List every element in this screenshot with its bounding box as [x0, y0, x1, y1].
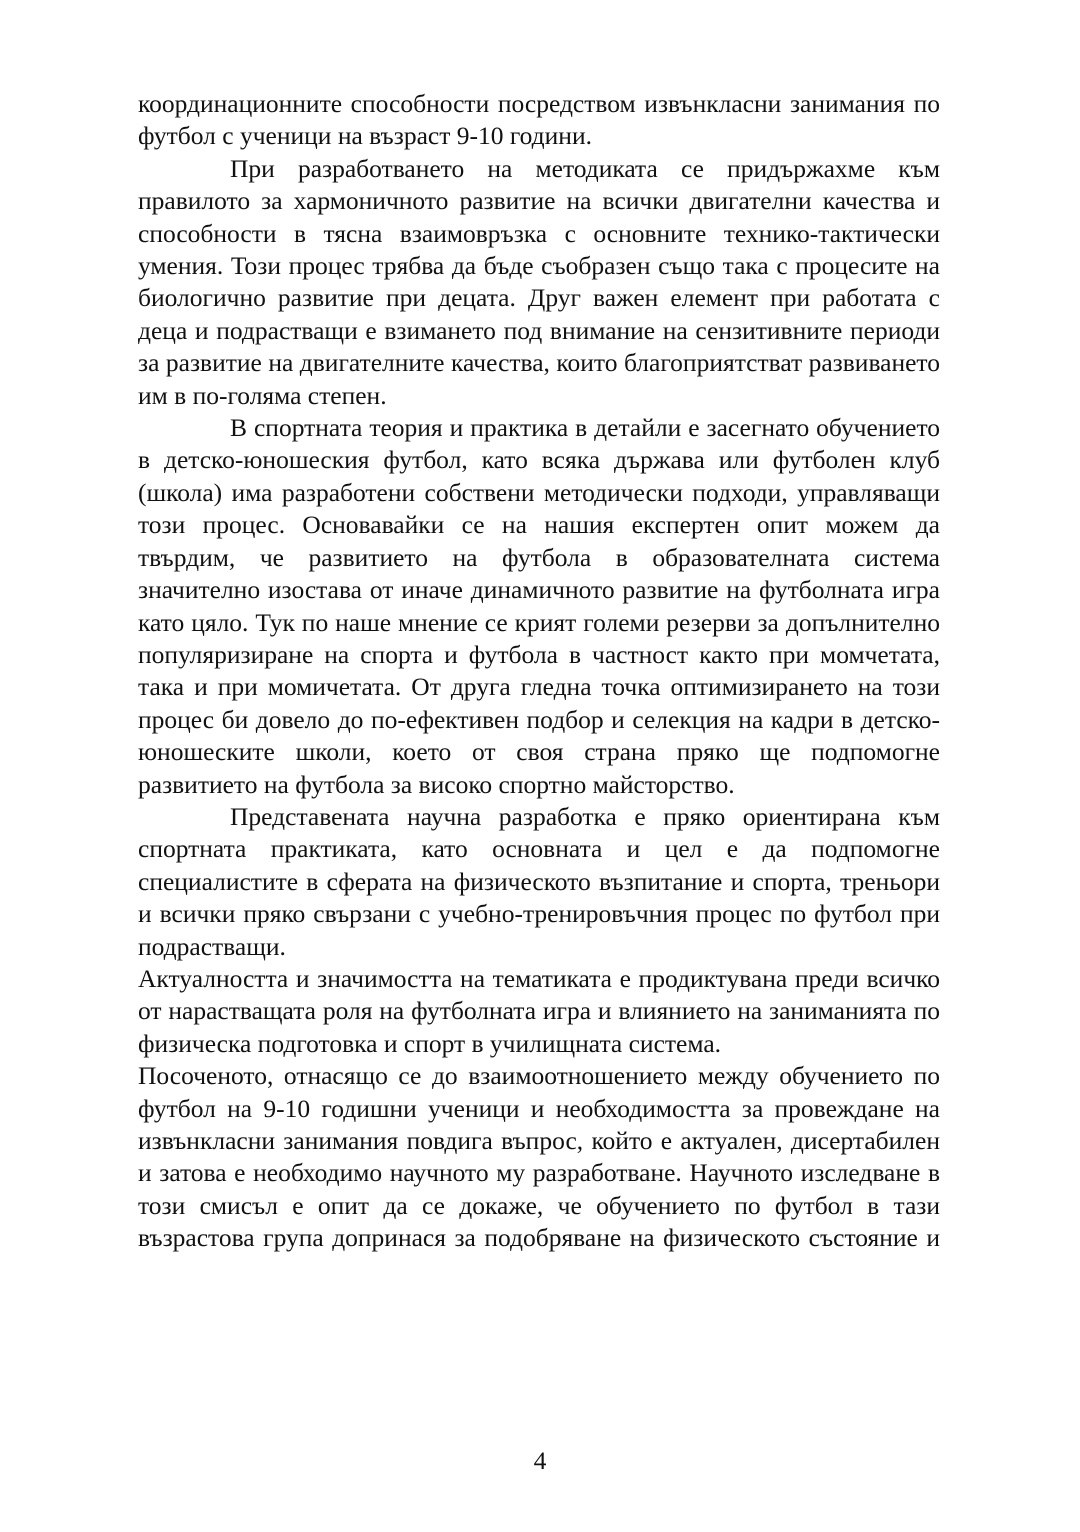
- document-body: [138, 88, 940, 1255]
- paragraph-research-question: Посоченото, отнасящо се до взаимоотношението между обучението по футбол на 9-10 годишни ученици и необходимостта за провеждане на извънкласни занимания повдига въпрос, който е актуален, дисертабилен и затова е необходимо научното му разработване. Научното изследване в този смисъл е опит да се докаже, че обучението по футбол в тази възрастова група допринася за подобряване на физическото състояние и: [138, 1061, 940, 1253]
- paragraph-relevance: Актуалността и значимостта на тематиката е продиктувана преди всичко от нарастващата роля на футболната игра и влиянието на заниманията по физическа подготовка и спорт в училищната система.: [138, 963, 940, 1058]
- paragraph-scientific-development: Представената научна разработка е пряко ориентирана към спортната практиката, като основната и цел е да подпомогне специалистите в сферата на физическото възпитание и спорта, треньори и всички пряко свързани с учебно-тренировъчния процес по футбол при подрастващи.: [138, 801, 940, 961]
- paragraph-methodology: При разработването на методиката се придържахме към правилото за хармоничното развитие на всички двигателни качества и способности в тясна взаимовръзка с основните технико-тактически умения. Този процес трябва да бъде съобразен също така с процесите на биологично развитие при децата. Друг важен елемент при работата с деца и подрастващи е взимането под внимание на сензитивните периоди за развитие на двигателните качества, които благоприятстват развиването им в по-голяма степен.: [138, 153, 940, 410]
- paragraph-sport-theory: В спортната теория и практика в детайли е засегнато обучението в детско-юношеския футбол, като всяка държава или футболен клуб (школа) има разработени собствени методически подходи, управляващи този процес. Основавайки се на нашия експертен опит можем да твърдим, че развитието на футбола в образователната система значително изостава от иначе динамичното развитие на футболната игра като цяло. Тук по наше мнение се крият големи резерви за допълнително популяризиране на спорта и футбола в частност както при момчетата, така и при момичетата. От друга гледна точка оптимизирането на този процес би довело до по-ефективен подбор и селекция на кадри в детско-юношеските школи, което от своя страна пряко ще подпомогне развитието на футбола за високо спортно майсторство.: [138, 413, 940, 799]
- page-number: 4: [533, 1446, 547, 1475]
- paragraph-intro-continuation: координационните способности посредством извънкласни занимания по футбол с ученици на възраст 9-10 години.: [138, 89, 940, 151]
